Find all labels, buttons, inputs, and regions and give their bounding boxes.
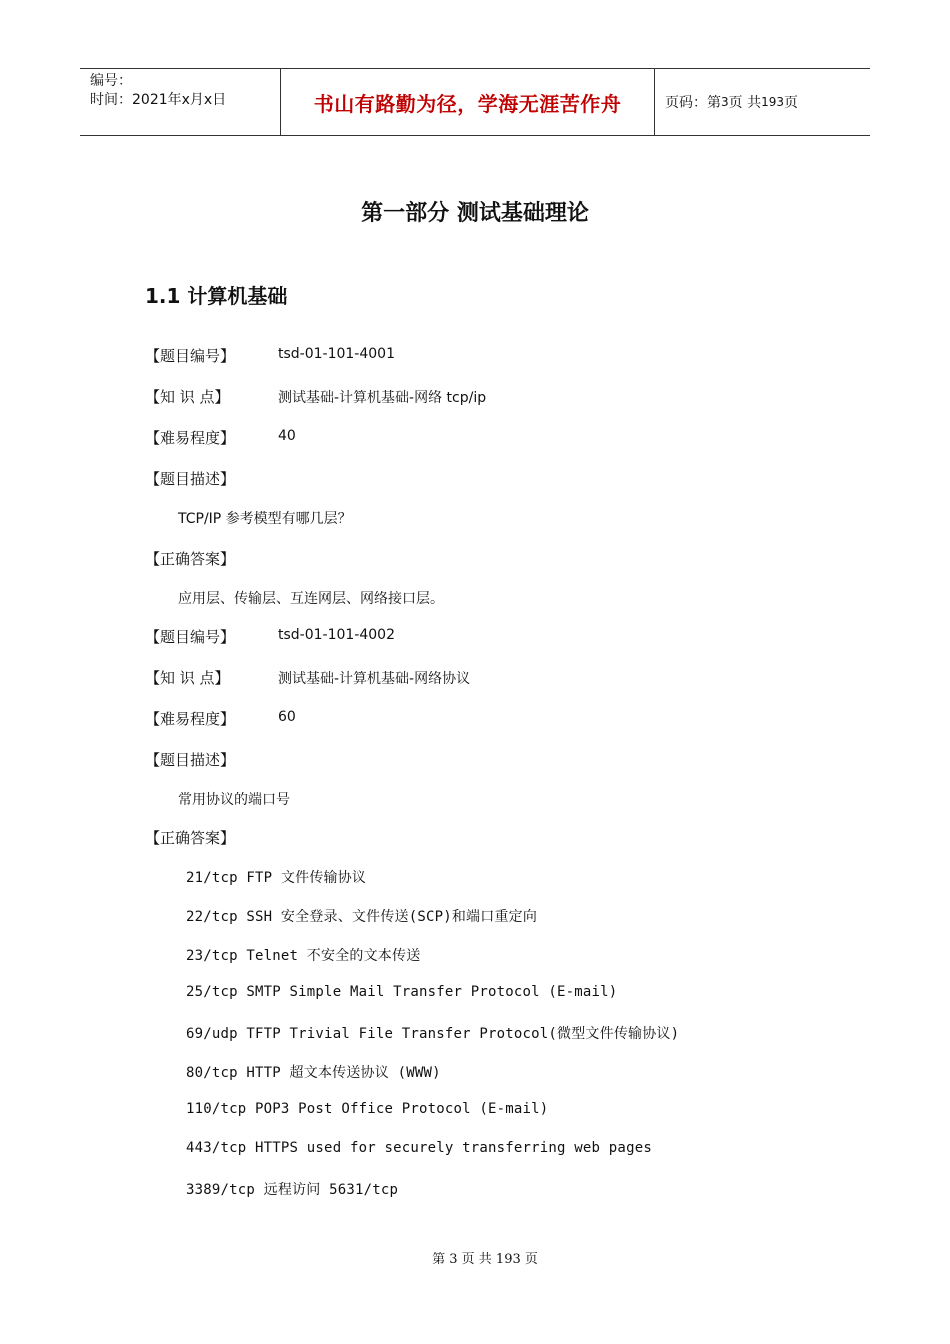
q1-kp-label: 【知 识 点】 — [145, 388, 230, 406]
port-line: 110/tcp POP3 Post Office Protocol (E-mail) — [186, 1101, 549, 1117]
port-line: 23/tcp Telnet 不安全的文本传送 — [186, 948, 421, 964]
header-page-prefix: 页码：第 — [665, 95, 721, 111]
header-left — [80, 69, 281, 135]
q2-ans-label: 【正确答案】 — [145, 829, 236, 847]
header-page-suffix: 页 — [784, 95, 798, 111]
port-line: 25/tcp SMTP Simple Mail Transfer Protocol (E-mail) — [186, 984, 618, 1000]
q2-diff-value: 60 — [278, 709, 296, 725]
header-motto: 书山有路勤为径，学海无涯苦作舟 — [281, 69, 655, 135]
q2-id-label: 【题目编号】 — [145, 628, 236, 646]
q1-diff-value: 40 — [278, 428, 296, 444]
q1-desc-value: TCP/IP 参考模型有哪几层？ — [178, 511, 352, 527]
q1-kp-value: 测试基础-计算机基础-网络 tcp/ip — [278, 390, 487, 406]
q1-id-value: tsd-01-101-4001 — [278, 346, 395, 362]
header-id-label: 编号： — [90, 73, 132, 89]
port-line: 443/tcp HTTPS used for securely transferring web pages — [186, 1140, 652, 1156]
header-page-num: 3 — [721, 95, 729, 109]
q1-desc-label: 【题目描述】 — [145, 470, 236, 488]
q2-diff-label: 【难易程度】 — [145, 710, 236, 728]
header-page-mid: 页 共 — [728, 95, 762, 111]
q1-ans-value: 应用层、传输层、互连网层、网络接口层。 — [178, 591, 444, 607]
q2-desc-value: 常用协议的端口号 — [178, 792, 290, 808]
page-footer: 第 3 页 共 193 页 — [432, 1252, 538, 1267]
port-line: 80/tcp HTTP 超文本传送协议 (WWW) — [186, 1065, 441, 1081]
part-title: 第一部分 测试基础理论 — [361, 201, 589, 226]
port-line: 22/tcp SSH 安全登录、文件传送(SCP)和端口重定向 — [186, 909, 538, 925]
page-header — [80, 68, 870, 136]
q2-kp-label: 【知 识 点】 — [145, 669, 230, 687]
port-line: 69/udp TFTP Trivial File Transfer Protocol(微型文件传输协议) — [186, 1026, 680, 1042]
port-line: 3389/tcp 远程访问 5631/tcp — [186, 1182, 399, 1198]
q1-ans-label: 【正确答案】 — [145, 550, 236, 568]
section-heading: 1.1 计算机基础 — [145, 284, 288, 308]
q2-kp-value: 测试基础-计算机基础-网络协议 — [278, 671, 471, 687]
header-page-total: 193 — [761, 95, 784, 109]
header-page-info — [655, 69, 870, 135]
q1-id-label: 【题目编号】 — [145, 347, 236, 365]
q1-diff-label: 【难易程度】 — [145, 429, 236, 447]
q2-id-value: tsd-01-101-4002 — [278, 627, 395, 643]
q2-desc-label: 【题目描述】 — [145, 751, 236, 769]
port-line: 21/tcp FTP 文件传输协议 — [186, 870, 367, 886]
header-time: 时间：2021年x月x日 — [90, 92, 227, 108]
